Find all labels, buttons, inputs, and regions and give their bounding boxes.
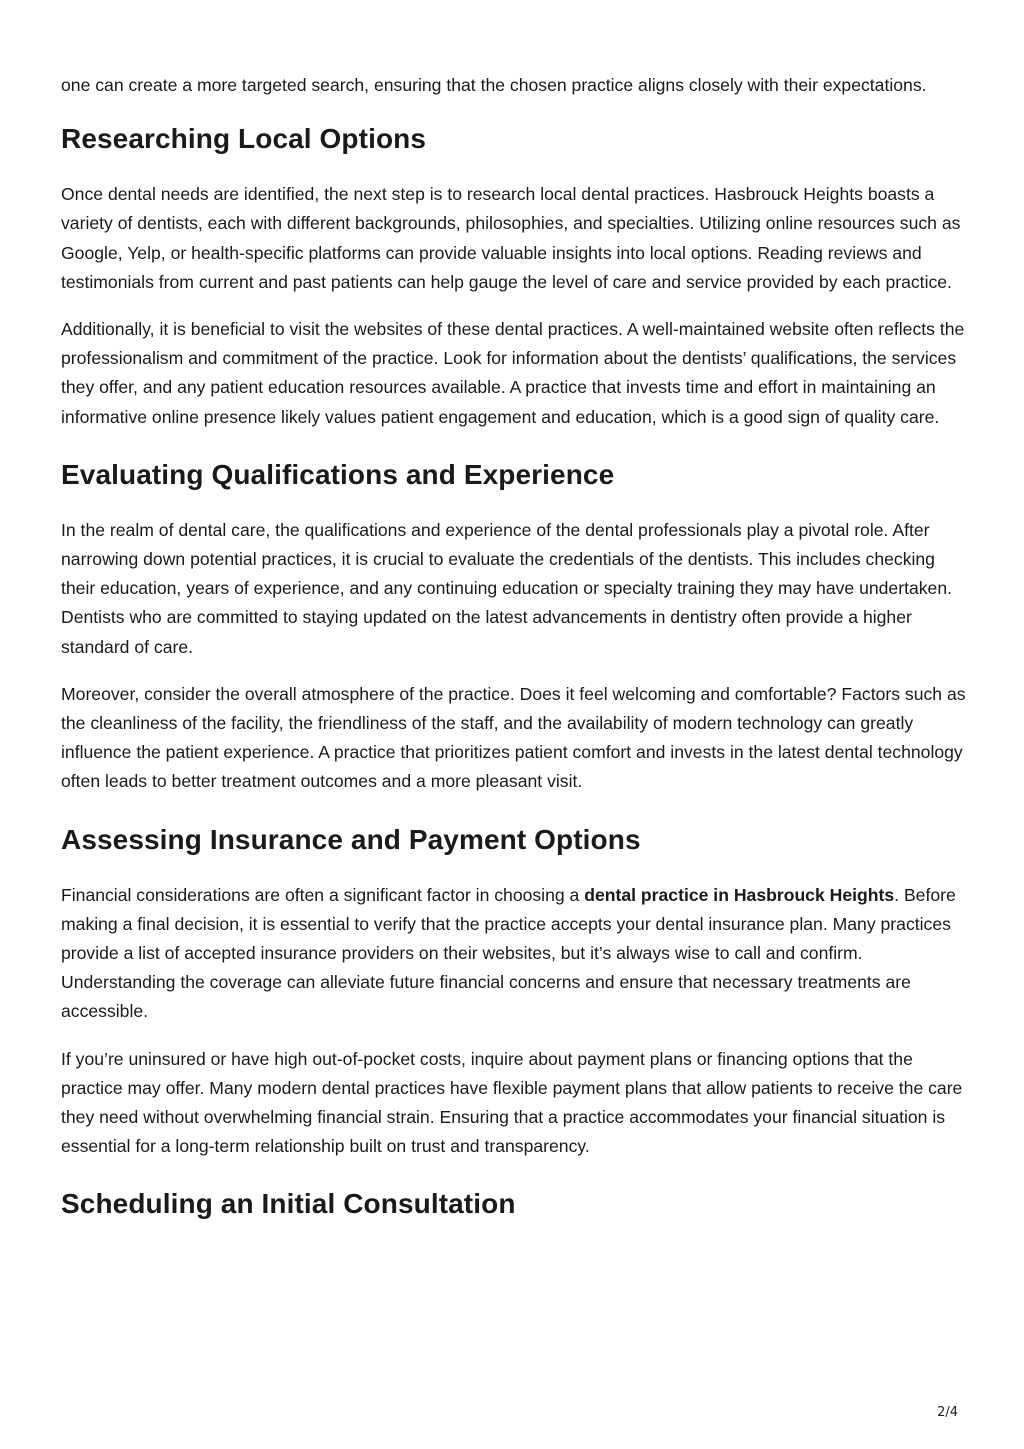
paragraph-research-2: Additionally, it is beneficial to visit the websites of these dental practices. A well-maintained website often reflects the professionalism and commitment of the practice. Look for information about the dentists’ qualifications, the services they offer, and any patient education resources available. A practice that invests time and effort in maintaining an informative online presence likely values patient engagement and education, which is a good sign of quality care. (61, 319, 965, 427)
paragraph-qualifications-2: Moreover, consider the overall atmosphere of the practice. Does it feel welcoming and comfortable? Factors such as the cleanliness of the facility, the friendliness of the staff, and the availability of modern technology can greatly influence the patient experience. A practice that prioritizes patient comfort and invests in the latest dental technology often leads to better treatment outcomes and a more pleasant visit. (61, 683, 966, 792)
paragraph-qualifications-1: In the realm of dental care, the qualifications and experience of the dental professionals play a pivotal role. After narrowing down potential practices, it is crucial to evaluate the credentials of the dentists. This includes checking their education, years of experience, and any continuing education or specialty training they may have undertaken. Dentists who are committed to staying updated on the latest advancements in dentistry often provide a higher standard of care. (61, 519, 952, 657)
document-page (61, 71, 966, 1245)
page-number: 2/4 (937, 1405, 958, 1420)
heading-assessing-insurance: Assessing Insurance and Payment Options (61, 823, 641, 855)
heading-scheduling-consultation: Scheduling an Initial Consultation (61, 1188, 516, 1220)
insurance-text-before-bold: Financial considerations are often a significant factor in choosing a (61, 884, 585, 905)
paragraph-insurance-2: If you’re uninsured or have high out-of-pocket costs, inquire about payment plans or financing options that the practice may offer. Many modern dental practices have flexible payment plans that allow patients to receive the care they need without overwhelming financial strain. Ensuring that a practice accommodates your financial situation is essential for a long-term relationship built on trust and transparency. (61, 1048, 963, 1157)
intro-continuation-paragraph: one can create a more targeted search, ensuring that the chosen practice aligns closely with their expectations. (61, 75, 927, 95)
insurance-text-after-bold: . Before making a final decision, it is essential to verify that the practice accepts your dental insurance plan. Many practices provide a list of accepted insurance providers on their websites, but it’s always wise to call and confirm. Understanding the coverage can alleviate future financial concerns and ensure that necessary treatments are accessible. (61, 884, 956, 1022)
paragraph-research-1: Once dental needs are identified, the next step is to research local dental practices. Hasbrouck Heights boasts a variety of dentists, each with different backgrounds, philosophies, and specialties. Utilizing online resources such as Google, Yelp, or health-specific platforms can provide valuable insights into local options. Reading reviews and testimonials from current and past patients can help gauge the level of care and service provided by each practice. (61, 184, 961, 292)
dental-practice-keyword: dental practice in Hasbrouck Heights (584, 884, 895, 905)
heading-evaluating-qualifications: Evaluating Qualifications and Experience (61, 458, 615, 490)
heading-researching-local-options: Researching Local Options (61, 123, 427, 155)
paragraph-insurance-1 (61, 881, 966, 1027)
